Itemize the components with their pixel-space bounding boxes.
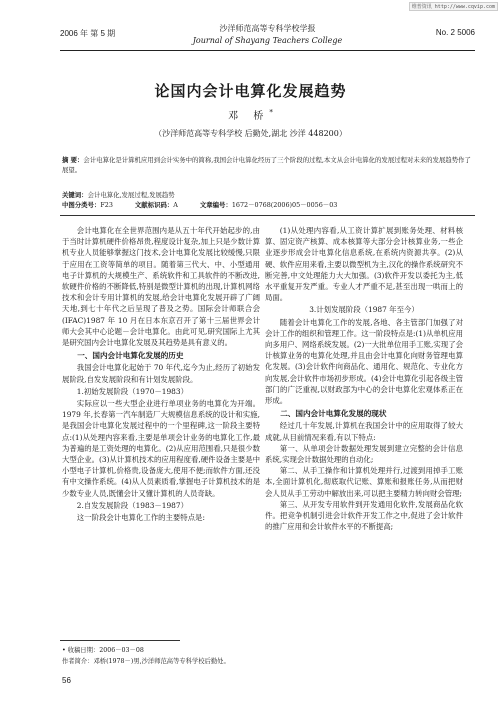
paragraph: 经过几十年发展,计算机在我国会计中的应用取得了较大成就,从目前情况来看,有以下特点: [265, 421, 463, 442]
abstract [62, 155, 475, 175]
section-heading: 二、国内会计电算化发展的现状 [280, 409, 387, 419]
author-bio: 作者简介：邓桥(1978－)男,沙洋师范高等专科学校后勤处。 [62, 658, 230, 665]
abstract-text: 会计电算化是计算机应用到会计实务中的简称,我国会计电算化经历了三个阶段的过程,本文从会计电算化的发展过程对未来的发展趋势作了展望。 [62, 156, 471, 174]
running-header [60, 20, 475, 51]
page-number: 56 [62, 676, 71, 685]
paragraph: 第三、从开发专用软件到开发通用化软件,发展商品化软件。把竞争机制引进会计软件开发工作之中,促进了会计软件的推广应用和会计软件水平的不断提高; [265, 499, 463, 532]
clc-value: F23 [100, 201, 113, 209]
journal-title-en: Journal of Shayang Teachers College [192, 36, 343, 45]
affiliation: （沙洋师范高等专科学校 后勤处,湖北 沙洋 448200） [154, 129, 347, 138]
subsection-heading: 1.初始发展阶段（1970－1983） [76, 386, 188, 396]
subsection-heading: 2.自发发展阶段（1983－1987） [76, 500, 188, 510]
doc-value: A [173, 201, 178, 209]
keywords-label: 关键词： [62, 191, 88, 199]
classification-row [62, 200, 475, 210]
footnotes [62, 645, 230, 667]
issue-label: 2006 年 第 5 期 [60, 29, 116, 38]
journal-title-cn: 沙洋师范高等专科学校学报 [219, 24, 316, 33]
watermark: 维普资讯 http://www.cqvip.com [409, 2, 498, 11]
paragraph: 我国会计电算化起始于 70 年代,迄今为止,经历了初始发展阶段,自发发展阶段和有计划发展阶段。 [62, 363, 260, 384]
abstract-label: 摘 要： [62, 156, 84, 164]
metadata-block [62, 190, 475, 210]
footnote-rule [60, 640, 180, 641]
keywords-text: 会计电算化,发展过程,发展趋势 [87, 191, 175, 199]
paragraph: 会计电算化在全世界范围内是从五十年代开始起步的,由于当时计算机硬件价格昂贵,程度设计复杂,加上只是少数计算机专业人员能够掌握这门技术,会计电算化发展比较缓慢,只限于应用在工资等简单的项目。随着第三代大、中、小型通用电子计算机的大规模生产、系统软件和工具软件的不断改进,软硬件价格的不断降低,特别是微型计算机的出现,计算机网络技术和会计专用计算机的发展,给会计电算化发展开辟了广阔天地,到七十年代之后呈现了普及之势。国际会计师联合会(IFAC)1987 年 10 月在日本东京召开了第十三届世界会计师大会其中心论题－会计电算化。由此可见,研究国际上尤其是研究国内会计电算化发展及其趋势是具有意义的。 [62, 226, 260, 348]
clc-code [62, 200, 113, 210]
doc-label: 文献标识码： [134, 201, 174, 209]
doc-code [135, 200, 178, 210]
subsection-heading: 3.计划发展阶段（1987 年至今） [309, 305, 419, 315]
author-footnote-mark: * [269, 108, 273, 117]
article-number [200, 200, 337, 210]
journal-title [60, 23, 475, 47]
paragraph: 随着会计电算化工作的发展,各地、各主管部门加强了对会计工作的组织和管理工作。这一阶段特点是:(1)从单机应用向多用户、网络系统发展。(2)一大批单位用手工账,实现了会计核算业务的电算化处理,并且由会计电算化向财务管理电算化发展。(3)会计软件向商品化、通用化、规范化、专业化方向发展,会计软件市场初步形成。(4)会计电算化引起各级主管部门的广泛重视,以财政部为中心的会计电算化宏观体系正在形成。 [265, 317, 463, 406]
keywords [62, 190, 475, 200]
author-line [0, 107, 501, 122]
article-value: 1672－0768(2006)05－0056－03 [231, 201, 338, 209]
section-heading: 一、国内会计电算化发展的历史 [77, 351, 184, 361]
issue-number: No. 2 5006 [435, 28, 475, 37]
paragraph: 第二、从手工操作和计算机处理并行,过渡到用掉手工账本,全面计算机化,彻底取代记账、算账和报账任务,从而把财会人员从手工劳动中解放出来,可以把主要精力转向财会管理; [265, 466, 463, 498]
right-column [265, 225, 463, 532]
paragraph: 实际应以一些大型企业进行单项业务的电算化为开端。1979 年,长春第一汽车制造厂大规模信息系统的设计和实施,是我国会计电算化发展过程中的一个里程碑,这一阶段主要特点:(1)从处理内容来看,主要是单项会计业务的电算化工作,最为普遍的是工资处理的电算化。(2)从应用范围看,只是很少数大型企业。(3)从计算机技术的应用程度看,硬件设备主要是中小型电子计算机,价格贵,设备庞大,使用不便;而软件方面,还没有中文操作系统。(4)从人员素质看,掌握电子计算机技术的是少数专业人员,既懂会计又懂计算机的人员奇缺。 [62, 399, 260, 498]
received-date: • 收稿日期：2006－03－08 [62, 647, 144, 654]
paragraph: 第一、从单项会计数据处理发展到建立完整的会计信息系统,实现会计数据处理的自动化; [265, 443, 463, 465]
author-name: 邓 桥 [228, 111, 270, 122]
left-column [62, 225, 260, 523]
paragraph: (1)从处理内容看,从工资计算扩展到账务处理、材料核算、固定资产核算、成本核算等大部分会计核算业务,一些企业逐步形成会计电算化信息系统,在系统内资源共享。(2)从硬、软件应用来看,主要以微型机为主,汉化的操作系统研究不断完善,中文处理能力大大加强。(3)软件开发以委托为主,低水平重复开发严重。专业人才严重不足,甚至出现一哄而上的局面。 [265, 226, 463, 303]
paragraph: 这一阶段会计电算化工作的主要特点是: [76, 513, 205, 523]
separator-rule [60, 215, 475, 216]
article-label: 文章编号： [199, 201, 232, 209]
paper-title: 论国内会计电算化发展趋势 [154, 82, 347, 100]
clc-label: 中图分类号： [62, 201, 101, 209]
